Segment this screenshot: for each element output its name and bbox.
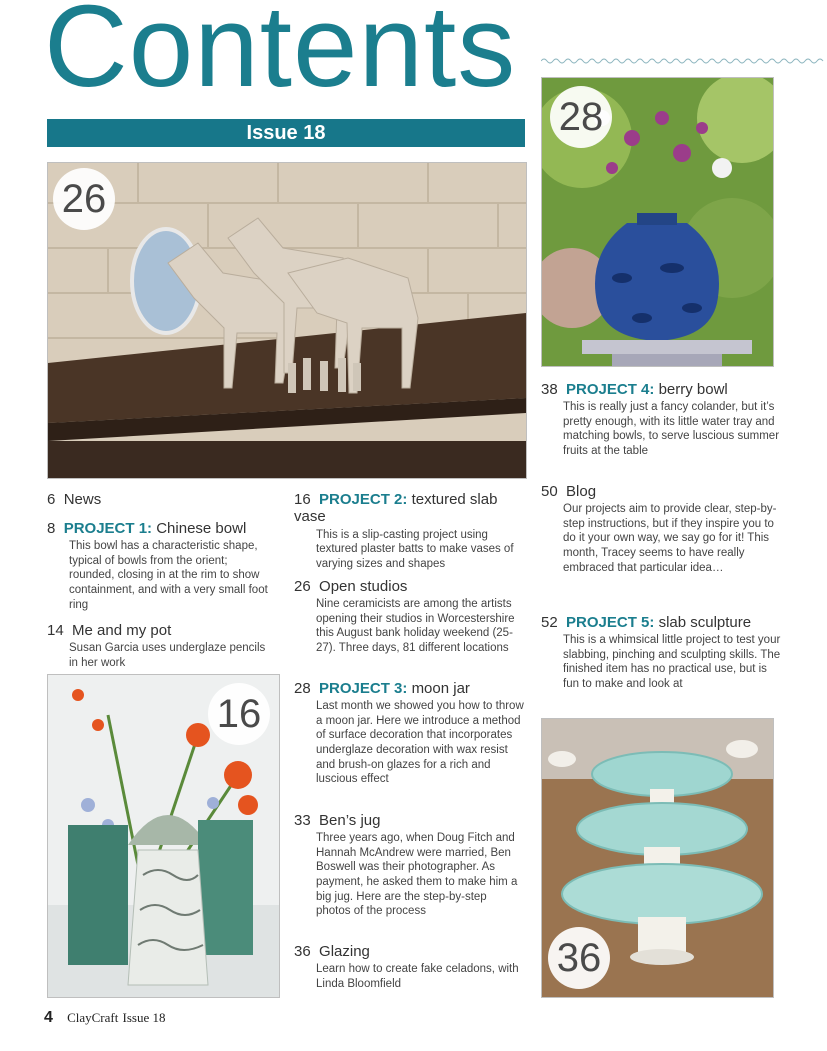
entry-page-number: 33 — [294, 812, 311, 829]
toc-entry[interactable] — [294, 491, 524, 571]
toc-entry[interactable] — [541, 614, 781, 692]
entry-page-number: 52 — [541, 614, 558, 631]
toc-entry[interactable] — [47, 520, 272, 612]
entry-title: News — [63, 491, 102, 508]
entry-page-number: 14 — [47, 622, 64, 639]
entry-title: Me and my pot — [72, 622, 172, 639]
cake-stands-photo — [541, 718, 774, 998]
vases-photo — [47, 674, 280, 998]
entry-description: Our projects aim to provide clear, step-by-step instructions, but if they inspire you to do it your own way, we say go for it! This month, Tracey seems to have really embraced that particular idea… — [563, 503, 777, 574]
entry-project-label: PROJECT 5: — [566, 614, 655, 631]
entry-page-number: 36 — [294, 943, 311, 960]
toc-entry[interactable] — [541, 381, 781, 459]
entry-project-label: PROJECT 1: — [63, 520, 153, 537]
vase-photo — [541, 77, 774, 367]
entry-description: This bowl has a characteristic shape, typical of bowls from the orient; rounded, closing in at the rim to show containment, and with a very small foot ring — [69, 540, 268, 611]
entry-description: Three years ago, when Doug Fitch and Hannah McAndrew were married, Ben Boswell was their photographer. As payment, he asked them to make him a big jug. Here are the step-by-step photos of the process — [316, 832, 518, 918]
entry-title: slab sculpture — [658, 614, 752, 631]
footer-issue: Issue 18 — [122, 1010, 166, 1025]
page-footer — [44, 1009, 165, 1027]
page-title: Contents — [44, 0, 517, 111]
page-number: 4 — [44, 1009, 53, 1026]
entry-title: textured slab vase — [294, 491, 498, 526]
entry-description: Last month we showed you how to throw a moon jar. Here we introduce a method of surface decoration that incorporates underglaze decoration with wax resist and brush-on glazes for a rich and luscious effect — [316, 700, 524, 786]
page-badge: 36 — [548, 927, 610, 989]
entry-title: Ben’s jug — [319, 812, 381, 829]
page-badge: 26 — [53, 168, 115, 230]
entry-page-number: 28 — [294, 680, 311, 697]
toc-entry[interactable] — [294, 578, 524, 656]
entry-description: Susan Garcia uses underglaze pencils in her work — [69, 642, 266, 669]
toc-entry[interactable] — [294, 943, 524, 991]
entry-page-number: 26 — [294, 578, 311, 595]
toc-entry[interactable] — [541, 483, 781, 575]
toc-entry[interactable] — [294, 680, 524, 787]
entry-title: moon jar — [411, 680, 470, 697]
entry-page-number: 8 — [47, 520, 56, 537]
entry-project-label: PROJECT 3: — [319, 680, 408, 697]
toc-entry[interactable] — [47, 491, 272, 508]
toc-entry[interactable] — [294, 812, 524, 919]
wave-divider — [541, 56, 827, 66]
entry-title: Glazing — [319, 943, 370, 960]
entry-page-number: 50 — [541, 483, 558, 500]
entry-project-label: PROJECT 4: — [566, 381, 655, 398]
magazine-name: ClayCraft — [67, 1010, 119, 1025]
entry-page-number: 38 — [541, 381, 558, 398]
entry-page-number: 16 — [294, 491, 311, 508]
issue-banner: Issue 18 — [47, 119, 525, 147]
toc-entry[interactable] — [47, 622, 272, 670]
entry-description: This is really just a fancy colander, but it’s pretty enough, with its little water tray and matching bowls, to serve luscious summer fruits at the table — [563, 401, 780, 458]
entry-description: This is a whimsical little project to test your slabbing, pinching and sculpting skills. The finished item has no practical use, but is fun to make and look at — [563, 634, 781, 691]
entry-page-number: 6 — [47, 491, 56, 508]
page-badge: 16 — [208, 683, 270, 745]
page-badge: 28 — [550, 86, 612, 148]
entry-title: Chinese bowl — [156, 520, 247, 537]
entry-title: berry bowl — [658, 381, 728, 398]
entry-title: Blog — [566, 483, 597, 500]
entry-description: This is a slip-casting project using textured plaster batts to make vases of varying sizes and shapes — [316, 528, 514, 570]
entry-description: Learn how to create fake celadons, with Linda Bloomfield — [316, 963, 519, 990]
entry-description: Nine ceramicists are among the artists opening their studios in Worcestershire this August bank holiday weekend (25-27). Three days, 81 different locations — [316, 598, 515, 655]
horses-photo — [47, 162, 527, 479]
entry-title: Open studios — [319, 578, 408, 595]
entry-project-label: PROJECT 2: — [319, 491, 408, 508]
